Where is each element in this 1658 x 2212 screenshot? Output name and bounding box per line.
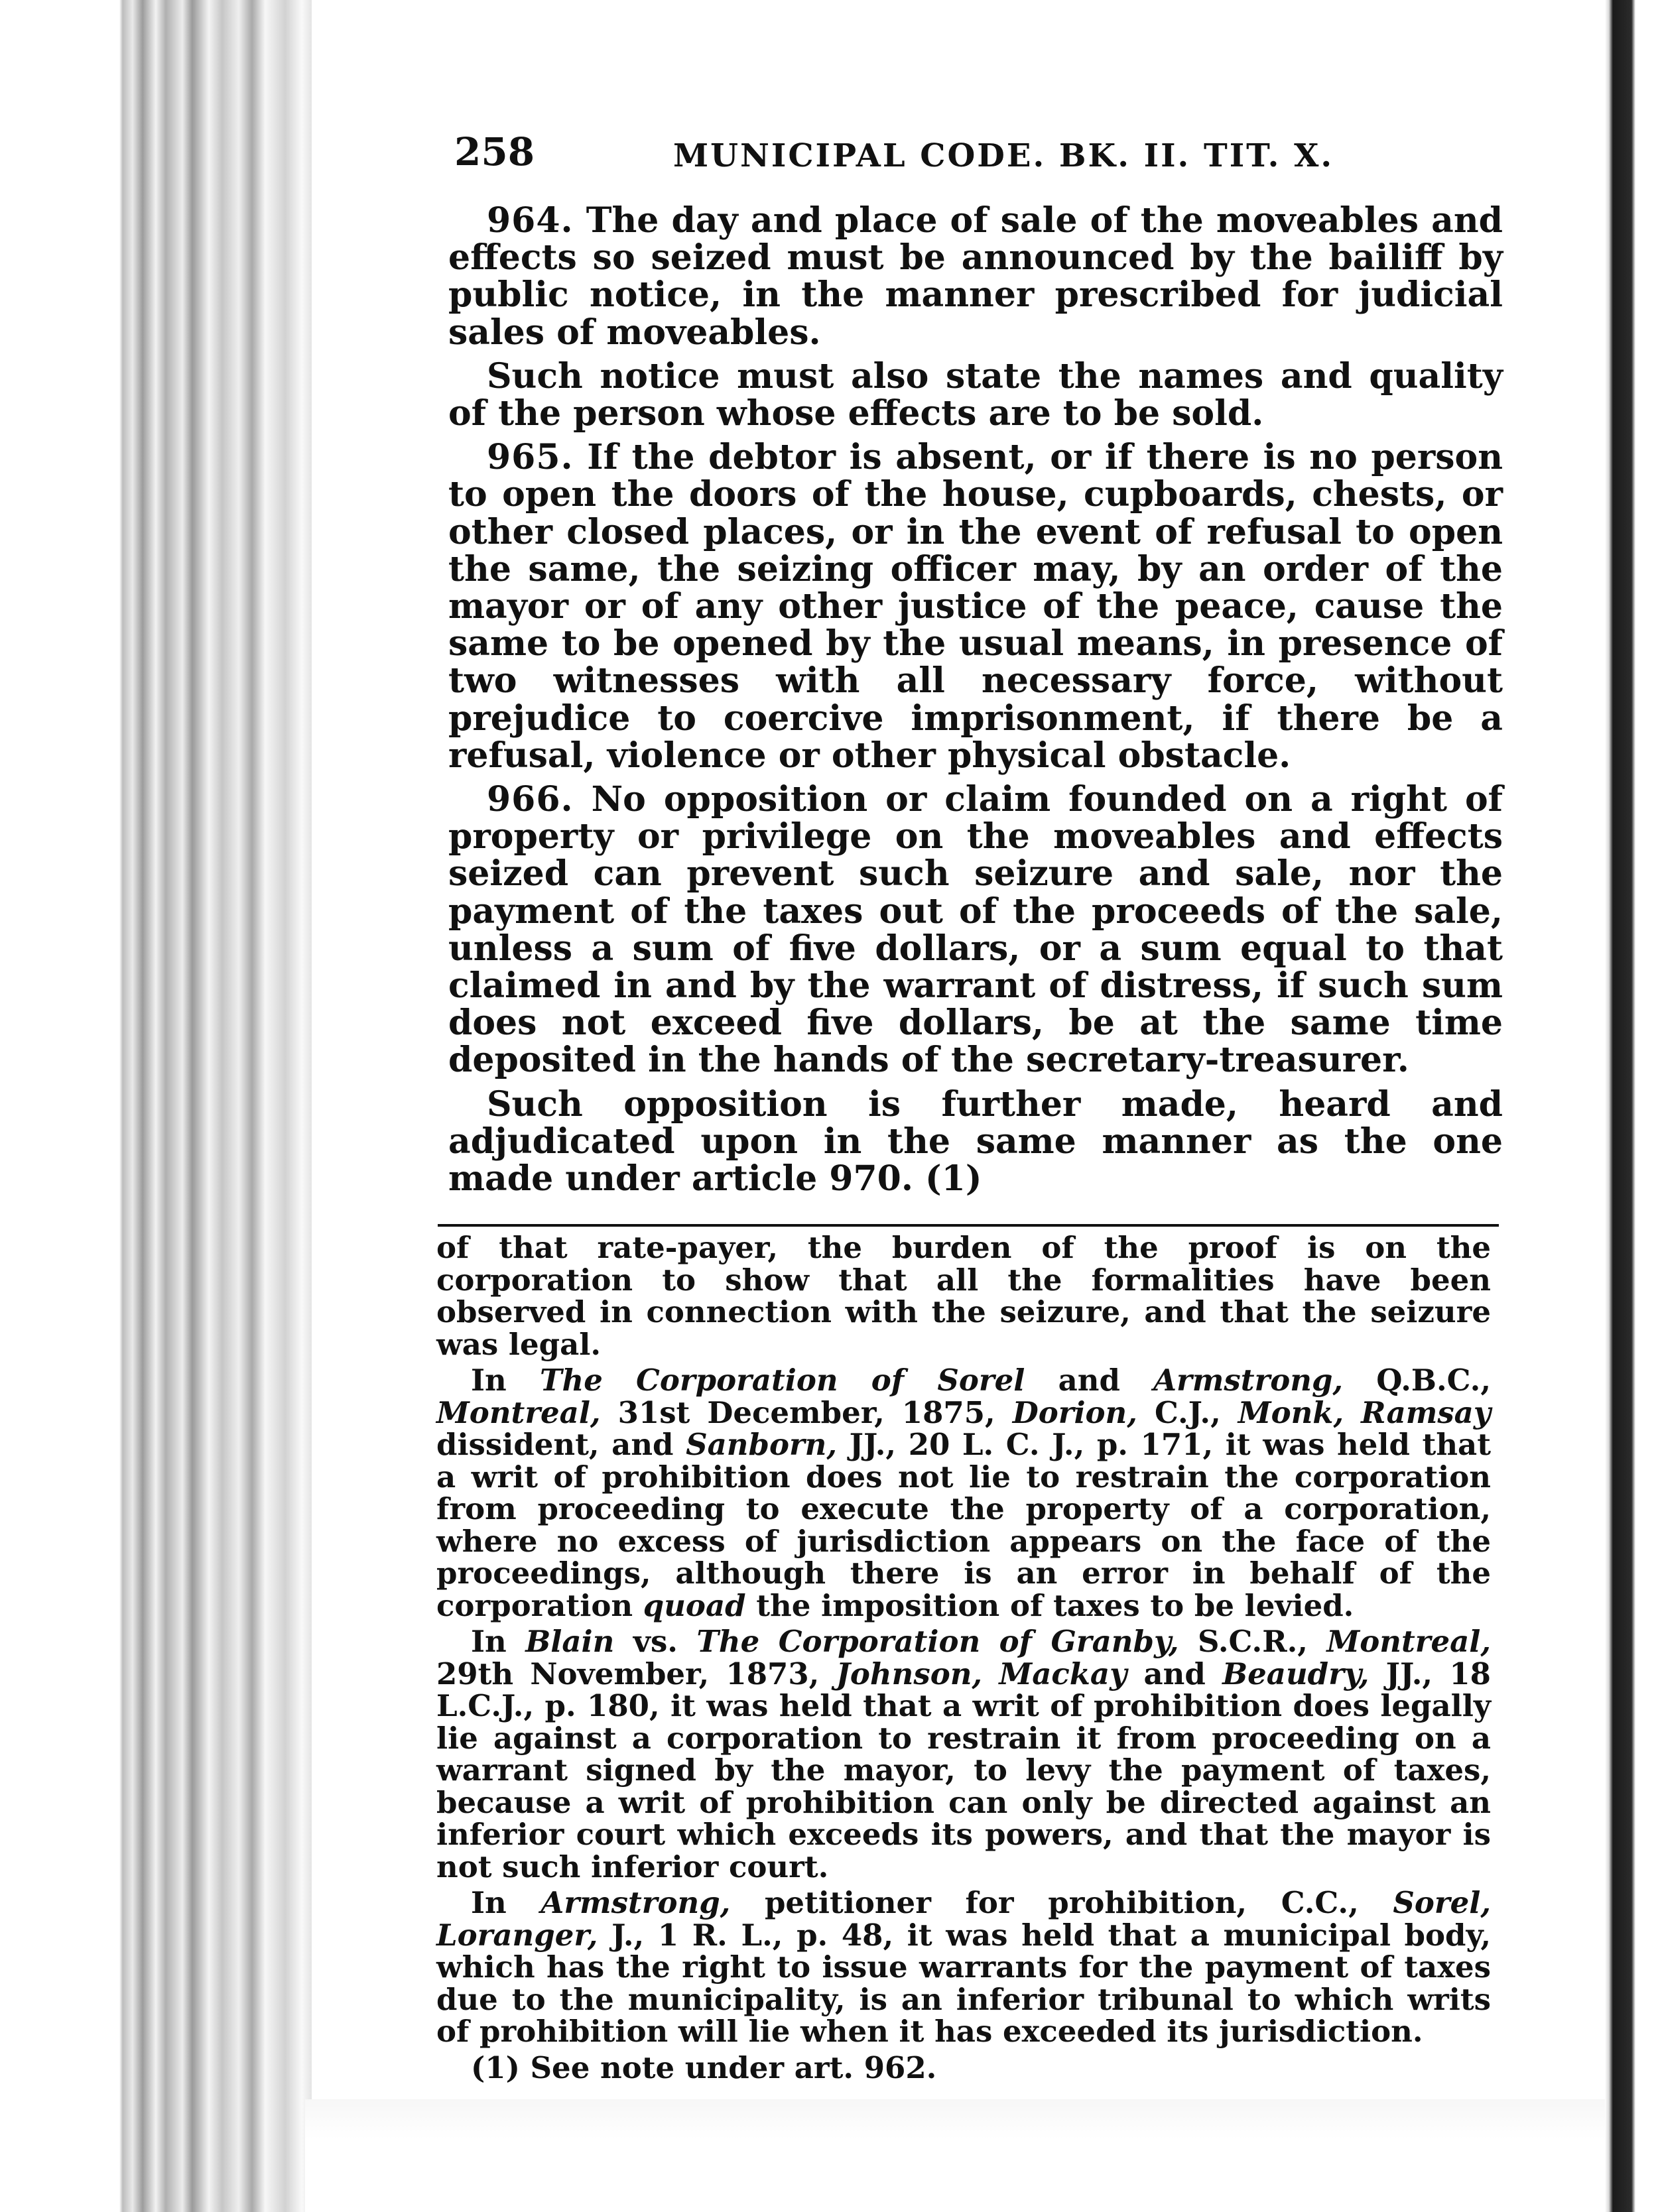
footnote-reference: (1) See note under art. 962.: [471, 2050, 937, 2085]
case-party: The Corporation of Granby,: [696, 1624, 1179, 1660]
note-text: In: [471, 1885, 541, 1921]
article-964-paragraph-1: [448, 202, 1503, 351]
page-bottom-margin: [305, 2099, 1605, 2212]
note-text: 31st December, 1875,: [600, 1394, 1013, 1430]
case-party: Blain: [525, 1624, 615, 1660]
case-party: The Corporation of Sorel: [540, 1363, 1025, 1398]
article-number: 966.: [487, 779, 574, 820]
article-966-paragraph-1: [448, 781, 1503, 1079]
article-966-paragraph-2: [448, 1083, 1503, 1199]
judge-name: Beaudry,: [1222, 1656, 1370, 1691]
article-text: The day and place of sale of the moveables and effects so seized must be announced by the bailiff by public notice, in the manner prescribed for judicial sales of moveables.: [448, 200, 1503, 353]
case-place: Montreal,: [1326, 1624, 1491, 1660]
case-note-armstrong-petitioner: [436, 1887, 1491, 2048]
note-text: JJ., 18 L.C.J., p. 180, it was held that a writ of prohibition does legally lie against a corporation to restrain it from proceeding on a warrant signed by the mayor, to levy the payment of taxes, because a writ of prohibition can only be directed against an inferior court which exceeds its powers, and that the mayor is not such inferior court.: [436, 1656, 1491, 1884]
note-text: JJ., 20 L. C. J., p. 171, it was held that a writ of prohibition does not lie to restrain the corporation from proceeding to execute the property of a corporation, where no excess of jurisdiction appears on the face of the proceedings, although there is an error in behalf of the corporation: [436, 1427, 1491, 1623]
note-text: dissident, and: [436, 1427, 686, 1463]
latin-term: quoad: [643, 1587, 746, 1623]
note-text: vs.: [614, 1624, 697, 1660]
articles-section: [448, 202, 1503, 1198]
note-text: and: [1025, 1363, 1154, 1398]
footnotes-section: [436, 1232, 1491, 2084]
note-text: 29th November, 1873,: [436, 1656, 836, 1691]
book-page-edges: [0, 0, 312, 2212]
article-964-paragraph-2: [448, 355, 1503, 434]
note-text: C.J.,: [1137, 1394, 1238, 1430]
case-note-sorel-armstrong: [436, 1365, 1491, 1622]
page-number: 258: [454, 129, 535, 174]
judge-name: Sanborn,: [686, 1427, 838, 1463]
article-text: Such opposition is further made, heard and adjudicated upon in the same manner as the one made under article 970. (1): [448, 1083, 1503, 1199]
book-right-edge: [1605, 0, 1658, 2212]
note-continuation: of that rate-payer, the burden of the proof is on the corporation to show that all the formalities have been observed in connection with the seizure, and that the seizure was legal.: [436, 1230, 1491, 1362]
article-text: No opposition or claim founded on a right of property or privilege on the moveables and effects seized can prevent such seizure and sale, nor the payment of the taxes out of the proceeds of the sale, unless a sum of five dollars, or a sum equal to that claimed in and by the warrant of distress, if such sum does not exceed five dollars, be at the same time deposited in the hands of the secretary-treasurer.: [448, 779, 1503, 1081]
case-place: Sorel, Loranger,: [436, 1885, 1492, 1953]
case-note-blain-granby: [436, 1626, 1491, 1883]
article-965-paragraph-1: [448, 439, 1503, 774]
judge-name: Johnson, Mackay: [836, 1656, 1127, 1691]
book-page: [424, 129, 1512, 2084]
article-number: 964.: [487, 200, 574, 241]
judge-name: Monk, Ramsay: [1238, 1394, 1491, 1430]
judge-name: Dorion,: [1012, 1394, 1137, 1430]
case-party: Armstrong,: [1153, 1363, 1344, 1398]
note-text: J., 1 R. L., p. 48, it was held that a municipal body, which has the right to issue warrants for the payment of taxes due to the municipality, is an inferior tribunal to which writs of prohibition will lie when it has exceeded its jurisdiction.: [436, 1917, 1491, 2050]
page-header: [424, 129, 1512, 202]
case-party: Armstrong,: [541, 1885, 731, 1921]
note-text: In: [471, 1624, 526, 1660]
note-text: the imposition of taxes to be levied.: [745, 1587, 1354, 1623]
footnote-divider: [438, 1224, 1499, 1227]
note-text: Q.B.C.,: [1343, 1363, 1491, 1398]
article-text: If the debtor is absent, or if there is no person to open the doors of the house, cupboards, chests, or other closed places, or in the event of refusal to open the same, the seizing officer may, by an order of the mayor or of any other justice of the peace, cause the same to be opened by the usual means, in presence of two witnesses with all necessary force, without prejudice to coercive imprisonment, if there be a refusal, violence or other physical obstacle.: [448, 437, 1503, 776]
article-number: 965.: [487, 437, 574, 478]
article-text: Such notice must also state the names and quality of the person whose effects are to be sold.: [448, 355, 1503, 434]
note-text: petitioner for prohibition, C.C.,: [730, 1885, 1393, 1921]
running-title: MUNICIPAL CODE. BK. II. TIT. X.: [673, 137, 1334, 174]
note-text: S.C.R.,: [1179, 1624, 1327, 1660]
note-text: In: [471, 1363, 540, 1398]
note-text: and: [1127, 1656, 1223, 1691]
case-place: Montreal,: [436, 1394, 601, 1430]
